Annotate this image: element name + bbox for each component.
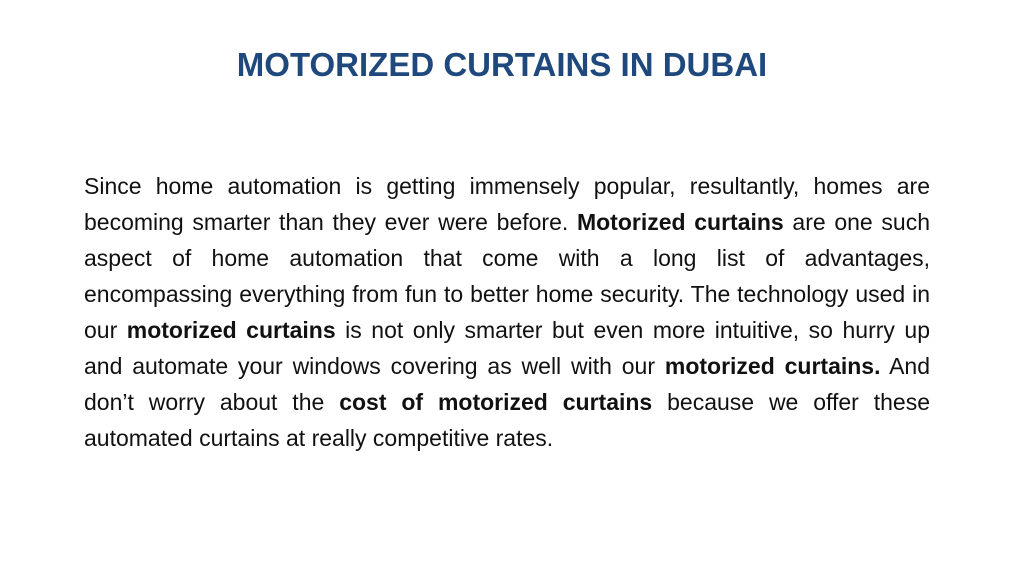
text-segment: And don’t worry about the	[84, 353, 930, 415]
text-segment: is not only smarter but even more intuitive, so hurry up and automate your windows covering as well with our	[84, 317, 930, 379]
bold-keyword: motorized curtains	[126, 317, 336, 343]
text-segment: are one such aspect of home automation that come with a long list of advantages, encompassing everything from fun to better home security. The technology used in our	[84, 209, 930, 343]
bold-keyword: motorized curtains.	[664, 353, 881, 379]
body-paragraph	[84, 168, 930, 456]
bold-keyword: cost of motorized curtains	[339, 389, 653, 415]
text-segment: because we offer these automated curtains at really competitive rates.	[84, 389, 930, 451]
slide-title: MOTORIZED CURTAINS IN DUBAI	[236, 46, 768, 83]
text-segment: Since home automation is getting immensely popular, resultantly, homes are becoming smarter than they ever were before.	[84, 173, 930, 235]
bold-keyword: Motorized curtains	[576, 209, 784, 235]
